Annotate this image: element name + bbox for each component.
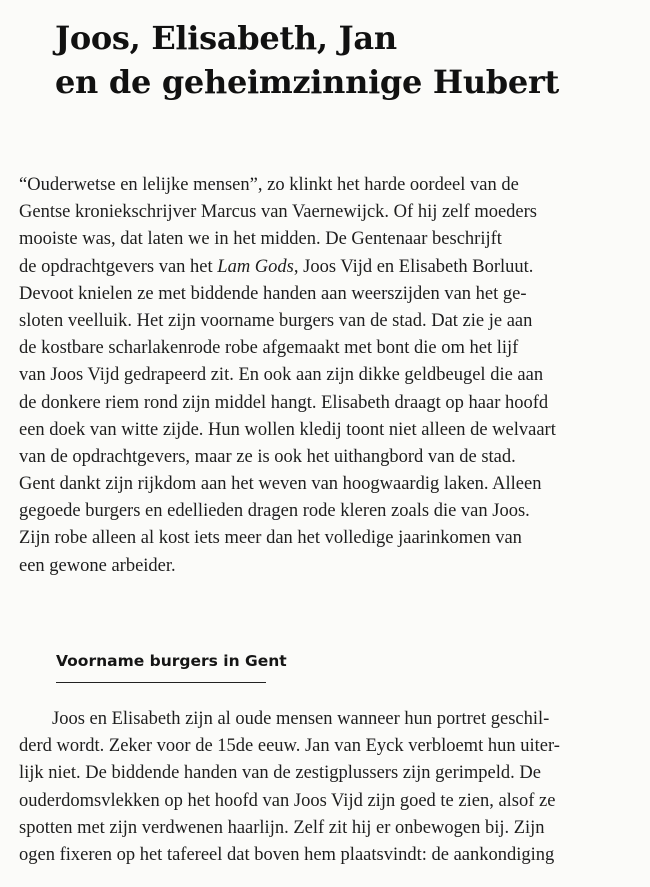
section-heading: Voorname burgers in Gent <box>56 652 287 670</box>
text-line: Gentse kroniekschrijver Marcus van Vaernewijck. Of hij zelf moeders <box>19 202 537 223</box>
text-line: gegoede burgers en edellieden dragen rode kleren zoals die van Joos. <box>19 501 530 522</box>
text-line: spotten met zijn verdwenen haarlijn. Zelf zit hij er onbewogen bij. Zijn <box>19 817 545 838</box>
heading-underline <box>56 682 266 683</box>
paragraph-portret <box>19 706 639 869</box>
text-line: lijk niet. De biddende handen van de zestigplussers zijn gerimpeld. De <box>19 763 541 784</box>
text-line: een gewone arbeider. <box>19 555 176 576</box>
text-line: Devoot knielen ze met biddende handen aan weerszijden van het ge- <box>19 283 527 304</box>
text-line <box>19 254 639 281</box>
chapter-title-line-1: Joos, Elisabeth, Jan <box>55 19 397 57</box>
text-line: van Joos Vijd gedrapeerd zit. En ook aan zijn dikke geldbeugel die aan <box>19 365 544 386</box>
text-line: ogen fixeren op het tafereel dat boven hem plaatsvindt: de aankondiging <box>19 844 555 865</box>
paragraph-opdrachtgevers <box>19 172 639 580</box>
text-line: Gent dankt zijn rijkdom aan het weven van hoogwaardig laken. Alleen <box>19 474 542 495</box>
text-segment: de opdrachtgevers van het <box>19 256 218 277</box>
text-line: “Ouderwetse en lelijke mensen”, zo klinkt het harde oordeel van de <box>19 175 519 195</box>
text-line: de kostbare scharlakenrode robe afgemaakt met bont die om het lijf <box>19 338 519 359</box>
chapter-title <box>55 16 635 104</box>
text-line: Zijn robe alleen al kost iets meer dan het volledige jaarinkomen van <box>19 528 522 549</box>
artwork-title: Lam Gods <box>217 256 294 277</box>
text-line: van de opdrachtgevers, maar ze is ook het uithangbord van de stad. <box>19 446 516 467</box>
text-line: de donkere riem rond zijn middel hangt. Elisabeth draagt op haar hoofd <box>19 392 549 413</box>
text-line: sloten veelluik. Het zijn voorname burgers van de stad. Dat zie je aan <box>19 310 533 331</box>
text-line: ouderdomsvlekken op het hoofd van Joos Vijd zijn goed te zien, alsof ze <box>19 790 556 811</box>
text-line: Joos en Elisabeth zijn al oude mensen wanneer hun portret geschil- <box>52 709 550 729</box>
text-line: een doek van witte zijde. Hun wollen kledij toont niet alleen de welvaart <box>19 419 556 440</box>
chapter-title-line-2: en de geheimzinnige Hubert <box>55 63 559 101</box>
text-segment: , Joos Vijd en Elisabeth Borluut. <box>293 256 534 277</box>
text-line: mooiste was, dat laten we in het midden. De Gentenaar beschrijft <box>19 229 502 250</box>
text-line: derd wordt. Zeker voor de 15de eeuw. Jan van Eyck verbloemt hun uiter- <box>19 736 560 757</box>
